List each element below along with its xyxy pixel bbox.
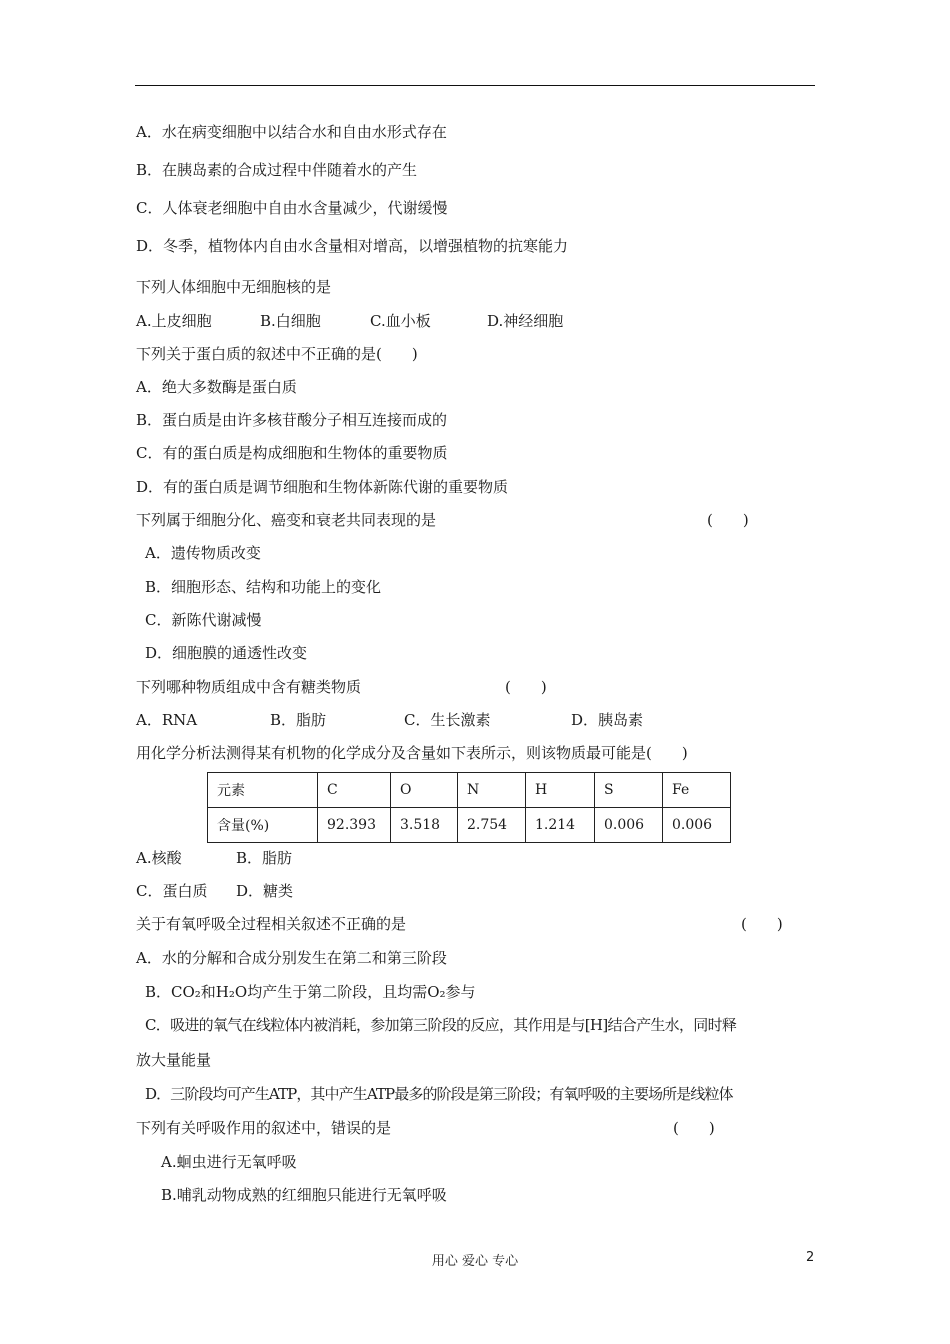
q-water-option-a: A．水在病变细胞中以结合水和自由水形式存在 — [136, 123, 447, 141]
page-number: 2 — [806, 1250, 815, 1265]
table-cell: 元素 — [208, 773, 318, 808]
q-analysis-option-b: B．脂肪 — [236, 849, 293, 867]
q-nucleus-option-a: A.上皮细胞 — [136, 312, 212, 330]
table-row — [208, 773, 731, 808]
q-cell-change-option-a: A．遗传物质改变 — [145, 544, 261, 562]
header-rule — [135, 85, 815, 86]
q-aerobic-option-d: D．三阶段均可产生ATP，其中产生ATP最多的阶段是第三阶段；有氧呼吸的主要场所是线粒体 — [145, 1085, 733, 1103]
q-nucleus-stem: 下列人体细胞中无细胞核的是 — [136, 278, 332, 296]
q-analysis-option-c: C．蛋白质 — [136, 882, 208, 900]
table-cell: Fe — [663, 773, 731, 808]
table-cell: C — [318, 773, 391, 808]
q-respiration-answer-blank: ( ) — [673, 1119, 715, 1137]
q-protein-option-a: A．绝大多数酶是蛋白质 — [136, 378, 297, 396]
q-protein-option-b: B．蛋白质是由许多核苷酸分子相互连接而成的 — [136, 411, 448, 429]
q-aerobic-option-c: C．吸进的氧气在线粒体内被消耗，参加第三阶段的反应，其作用是与[H]结合产生水，同时释 — [145, 1016, 737, 1034]
q-sugar-answer-blank: ( ) — [505, 678, 547, 696]
table-cell: 2.754 — [458, 808, 526, 843]
table-cell: 3.518 — [391, 808, 458, 843]
table-cell: 0.006 — [663, 808, 731, 843]
q-aerobic-option-b: B．CO₂和H₂O均产生于第二阶段，且均需O₂参与 — [145, 983, 476, 1001]
q-nucleus-option-c: C.血小板 — [370, 312, 431, 330]
q-aerobic-option-a: A．水的分解和合成分别发生在第二和第三阶段 — [136, 949, 447, 967]
q-respiration-option-a: A.蛔虫进行无氧呼吸 — [161, 1153, 297, 1171]
q-protein-option-c: C．有的蛋白质是构成细胞和生物体的重要物质 — [136, 444, 448, 462]
footer-slogan: 用心 爱心 专心 — [431, 1254, 519, 1269]
q-aerobic-answer-blank: ( ) — [741, 915, 783, 933]
q-analysis-stem: 用化学分析法测得某有机物的化学成分及含量如下表所示，则该物质最可能是( ) — [136, 744, 688, 762]
q-cell-change-answer-blank: ( ) — [707, 511, 749, 529]
q-analysis-option-d: D．糖类 — [236, 882, 294, 900]
q-analysis-option-a: A.核酸 — [136, 849, 182, 867]
q-protein-option-d: D．有的蛋白质是调节细胞和生物体新陈代谢的重要物质 — [136, 478, 509, 496]
q-sugar-option-b: B．脂肪 — [270, 711, 327, 729]
q-cell-change-option-b: B．细胞形态、结构和功能上的变化 — [145, 578, 382, 596]
q-respiration-option-b: B.哺乳动物成熟的红细胞只能进行无氧呼吸 — [161, 1186, 447, 1204]
composition-table — [207, 772, 731, 843]
q-aerobic-option-c-continued: 放大量能量 — [136, 1051, 212, 1069]
q-aerobic-stem: 关于有氧呼吸全过程相关叙述不正确的是 — [136, 915, 407, 933]
table-cell: N — [458, 773, 526, 808]
q-water-option-c: C．人体衰老细胞中自由水含量减少，代谢缓慢 — [136, 199, 448, 217]
q-nucleus-option-b: B.白细胞 — [260, 312, 321, 330]
q-sugar-option-d: D．胰岛素 — [571, 711, 644, 729]
q-cell-change-stem: 下列属于细胞分化、癌变和衰老共同表现的是 — [136, 511, 437, 529]
q-respiration-stem: 下列有关呼吸作用的叙述中，错误的是 — [136, 1119, 392, 1137]
table-cell: 0.006 — [595, 808, 663, 843]
table-cell: H — [526, 773, 595, 808]
table-cell: 1.214 — [526, 808, 595, 843]
q-sugar-option-a: A．RNA — [136, 711, 198, 729]
q-protein-stem: 下列关于蛋白质的叙述中不正确的是( ) — [136, 345, 418, 363]
q-nucleus-option-d: D.神经细胞 — [487, 312, 564, 330]
q-water-option-d: D．冬季，植物体内自由水含量相对增高，以增强植物的抗寒能力 — [136, 237, 569, 255]
q-cell-change-option-d: D．细胞膜的通透性改变 — [145, 644, 308, 662]
q-cell-change-option-c: C．新陈代谢减慢 — [145, 611, 262, 629]
q-water-option-b: B．在胰岛素的合成过程中伴随着水的产生 — [136, 161, 418, 179]
table-cell: 92.393 — [318, 808, 391, 843]
q-sugar-option-c: C．生长激素 — [404, 711, 491, 729]
table-row — [208, 808, 731, 843]
table-cell: S — [595, 773, 663, 808]
table-cell: O — [391, 773, 458, 808]
q-sugar-stem: 下列哪种物质组成中含有糖类物质 — [136, 678, 362, 696]
table-cell: 含量(%) — [208, 808, 318, 843]
